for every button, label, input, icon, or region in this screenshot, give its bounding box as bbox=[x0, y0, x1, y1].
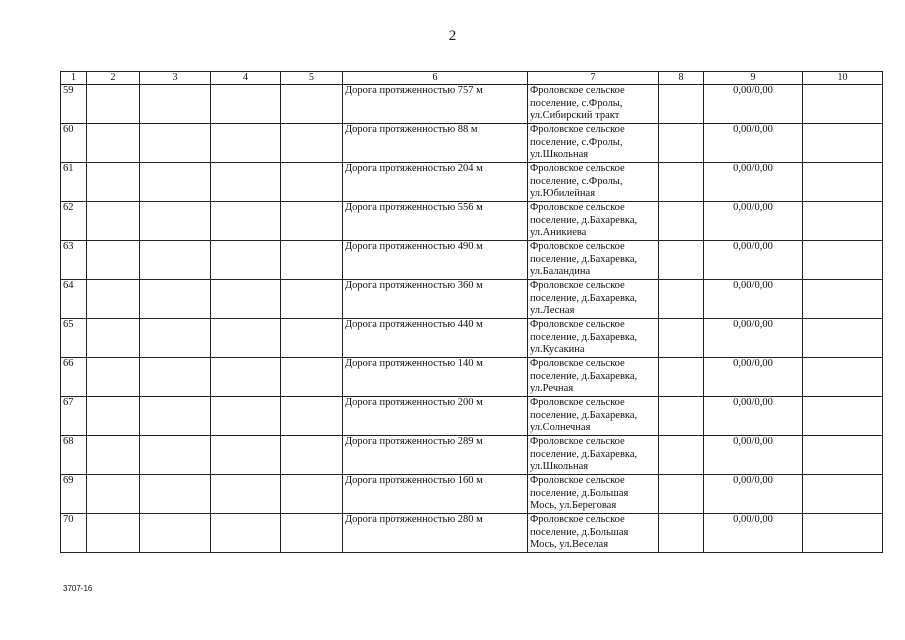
empty-cell bbox=[140, 241, 211, 280]
document-code: 3707-16 bbox=[63, 584, 93, 593]
table-row bbox=[61, 475, 883, 514]
empty-cell bbox=[140, 514, 211, 553]
table-row bbox=[61, 436, 883, 475]
empty-cell bbox=[87, 436, 140, 475]
empty-cell bbox=[659, 85, 704, 124]
object-location: Фроловское сельское поселение, с.Фролы, ул.Школьная bbox=[528, 124, 659, 163]
empty-cell bbox=[211, 514, 281, 553]
empty-cell bbox=[803, 436, 883, 475]
empty-cell bbox=[659, 358, 704, 397]
empty-cell bbox=[803, 280, 883, 319]
object-name: Дорога протяженностью 204 м bbox=[343, 163, 528, 202]
empty-cell bbox=[659, 514, 704, 553]
empty-cell bbox=[659, 163, 704, 202]
empty-cell bbox=[659, 319, 704, 358]
object-value: 0,00/0,00 bbox=[704, 514, 803, 553]
empty-cell bbox=[281, 436, 343, 475]
empty-cell bbox=[659, 436, 704, 475]
empty-cell bbox=[211, 358, 281, 397]
empty-cell bbox=[659, 397, 704, 436]
empty-cell bbox=[140, 85, 211, 124]
object-location: Фроловское сельское поселение, д.Бахаревка, ул.Лесная bbox=[528, 280, 659, 319]
empty-cell bbox=[211, 475, 281, 514]
object-name: Дорога протяженностью 289 м bbox=[343, 436, 528, 475]
empty-cell bbox=[211, 202, 281, 241]
table-row bbox=[61, 319, 883, 358]
empty-cell bbox=[140, 202, 211, 241]
table-row bbox=[61, 163, 883, 202]
empty-cell bbox=[211, 241, 281, 280]
object-value: 0,00/0,00 bbox=[704, 436, 803, 475]
empty-cell bbox=[803, 397, 883, 436]
empty-cell bbox=[803, 358, 883, 397]
page-number: 2 bbox=[448, 28, 457, 44]
object-location: Фроловское сельское поселение, д.Большая Мось, ул.Веселая bbox=[528, 514, 659, 553]
empty-cell bbox=[803, 202, 883, 241]
column-header: 9 bbox=[704, 72, 803, 85]
empty-cell bbox=[659, 280, 704, 319]
table-row bbox=[61, 514, 883, 553]
object-location: Фроловское сельское поселение, д.Бахаревка, ул.Речная bbox=[528, 358, 659, 397]
column-header: 2 bbox=[87, 72, 140, 85]
empty-cell bbox=[140, 475, 211, 514]
header-row bbox=[61, 72, 883, 85]
row-number: 64 bbox=[61, 280, 87, 319]
empty-cell bbox=[281, 514, 343, 553]
empty-cell bbox=[211, 163, 281, 202]
row-number: 69 bbox=[61, 475, 87, 514]
object-value: 0,00/0,00 bbox=[704, 358, 803, 397]
object-location: Фроловское сельское поселение, д.Бахаревка, ул.Солнечная bbox=[528, 397, 659, 436]
empty-cell bbox=[87, 514, 140, 553]
empty-cell bbox=[87, 319, 140, 358]
object-name: Дорога протяженностью 280 м bbox=[343, 514, 528, 553]
column-header: 5 bbox=[281, 72, 343, 85]
object-location: Фроловское сельское поселение, с.Фролы, ул.Сибирский тракт bbox=[528, 85, 659, 124]
empty-cell bbox=[87, 124, 140, 163]
object-name: Дорога протяженностью 88 м bbox=[343, 124, 528, 163]
empty-cell bbox=[281, 202, 343, 241]
empty-cell bbox=[211, 85, 281, 124]
table-row bbox=[61, 397, 883, 436]
empty-cell bbox=[281, 163, 343, 202]
object-value: 0,00/0,00 bbox=[704, 202, 803, 241]
empty-cell bbox=[803, 85, 883, 124]
empty-cell bbox=[211, 397, 281, 436]
empty-cell bbox=[281, 124, 343, 163]
empty-cell bbox=[281, 475, 343, 514]
row-number: 70 bbox=[61, 514, 87, 553]
object-name: Дорога протяженностью 200 м bbox=[343, 397, 528, 436]
row-number: 67 bbox=[61, 397, 87, 436]
empty-cell bbox=[659, 241, 704, 280]
table-row bbox=[61, 124, 883, 163]
row-number: 66 bbox=[61, 358, 87, 397]
object-value: 0,00/0,00 bbox=[704, 397, 803, 436]
table-row bbox=[61, 241, 883, 280]
empty-cell bbox=[281, 319, 343, 358]
table-row bbox=[61, 202, 883, 241]
object-location: Фроловское сельское поселение, д.Бахаревка, ул.Аникиева bbox=[528, 202, 659, 241]
empty-cell bbox=[211, 319, 281, 358]
object-name: Дорога протяженностью 556 м bbox=[343, 202, 528, 241]
empty-cell bbox=[140, 280, 211, 319]
object-location: Фроловское сельское поселение, д.Бахаревка, ул.Баландина bbox=[528, 241, 659, 280]
object-name: Дорога протяженностью 360 м bbox=[343, 280, 528, 319]
object-value: 0,00/0,00 bbox=[704, 241, 803, 280]
empty-cell bbox=[281, 280, 343, 319]
empty-cell bbox=[87, 163, 140, 202]
empty-cell bbox=[140, 397, 211, 436]
row-number: 65 bbox=[61, 319, 87, 358]
object-value: 0,00/0,00 bbox=[704, 280, 803, 319]
object-name: Дорога протяженностью 140 м bbox=[343, 358, 528, 397]
row-number: 63 bbox=[61, 241, 87, 280]
empty-cell bbox=[211, 436, 281, 475]
row-number: 68 bbox=[61, 436, 87, 475]
table-row bbox=[61, 85, 883, 124]
column-header: 10 bbox=[803, 72, 883, 85]
row-number: 62 bbox=[61, 202, 87, 241]
empty-cell bbox=[211, 280, 281, 319]
object-value: 0,00/0,00 bbox=[704, 124, 803, 163]
empty-cell bbox=[211, 124, 281, 163]
empty-cell bbox=[803, 163, 883, 202]
empty-cell bbox=[140, 319, 211, 358]
registry-table bbox=[60, 71, 883, 553]
object-value: 0,00/0,00 bbox=[704, 163, 803, 202]
empty-cell bbox=[281, 358, 343, 397]
object-location: Фроловское сельское поселение, д.Большая Мось, ул.Береговая bbox=[528, 475, 659, 514]
object-location: Фроловское сельское поселение, д.Бахаревка, ул.Кусакина bbox=[528, 319, 659, 358]
empty-cell bbox=[803, 241, 883, 280]
object-name: Дорога протяженностью 757 м bbox=[343, 85, 528, 124]
empty-cell bbox=[659, 202, 704, 241]
object-value: 0,00/0,00 bbox=[704, 475, 803, 514]
empty-cell bbox=[87, 475, 140, 514]
empty-cell bbox=[281, 241, 343, 280]
row-number: 61 bbox=[61, 163, 87, 202]
empty-cell bbox=[87, 397, 140, 436]
object-location: Фроловское сельское поселение, д.Бахаревка, ул.Школьная bbox=[528, 436, 659, 475]
column-header: 4 bbox=[211, 72, 281, 85]
row-number: 60 bbox=[61, 124, 87, 163]
empty-cell bbox=[281, 85, 343, 124]
object-value: 0,00/0,00 bbox=[704, 319, 803, 358]
table-row bbox=[61, 358, 883, 397]
empty-cell bbox=[87, 202, 140, 241]
empty-cell bbox=[87, 358, 140, 397]
empty-cell bbox=[803, 475, 883, 514]
row-number: 59 bbox=[61, 85, 87, 124]
empty-cell bbox=[281, 397, 343, 436]
object-location: Фроловское сельское поселение, с.Фролы, ул.Юбилейная bbox=[528, 163, 659, 202]
empty-cell bbox=[140, 436, 211, 475]
empty-cell bbox=[659, 475, 704, 514]
column-header: 7 bbox=[528, 72, 659, 85]
column-header: 6 bbox=[343, 72, 528, 85]
empty-cell bbox=[140, 124, 211, 163]
empty-cell bbox=[803, 124, 883, 163]
column-header: 3 bbox=[140, 72, 211, 85]
empty-cell bbox=[87, 280, 140, 319]
empty-cell bbox=[803, 514, 883, 553]
column-header: 8 bbox=[659, 72, 704, 85]
empty-cell bbox=[87, 241, 140, 280]
column-header: 1 bbox=[61, 72, 87, 85]
object-name: Дорога протяженностью 440 м bbox=[343, 319, 528, 358]
object-name: Дорога протяженностью 490 м bbox=[343, 241, 528, 280]
object-value: 0,00/0,00 bbox=[704, 85, 803, 124]
empty-cell bbox=[659, 124, 704, 163]
empty-cell bbox=[140, 163, 211, 202]
object-name: Дорога протяженностью 160 м bbox=[343, 475, 528, 514]
empty-cell bbox=[87, 85, 140, 124]
table-row bbox=[61, 280, 883, 319]
empty-cell bbox=[140, 358, 211, 397]
empty-cell bbox=[803, 319, 883, 358]
